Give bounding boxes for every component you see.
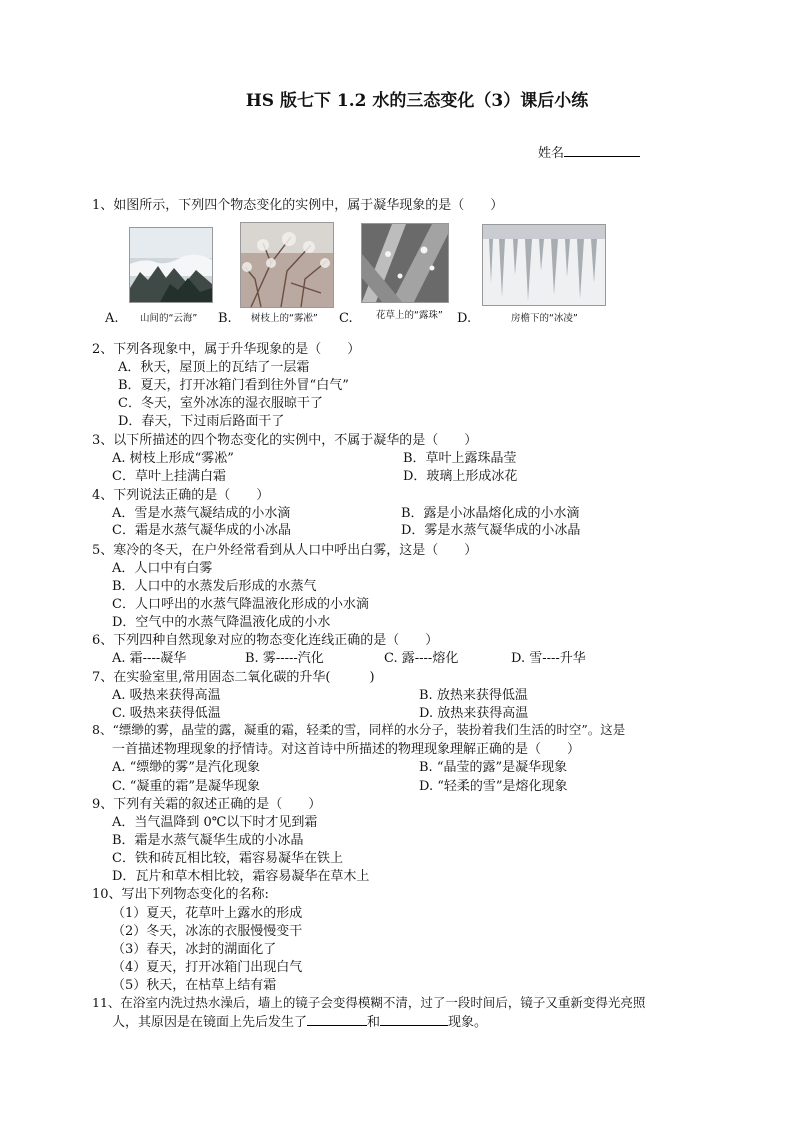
clouds-mountains-photo (129, 227, 213, 303)
q2-option-b: B．夏天，打开冰箱门看到往外冒“白气” (118, 378, 349, 393)
q4-option-d: D．雾是水蒸气凝华成的小冰晶 (401, 523, 581, 538)
q5-option-a: A．人口中有白雾 (112, 561, 213, 576)
q10-item-1: （1）夏天，花草叶上露水的形成 (112, 906, 303, 921)
q3-option-d: D．玻璃上形成冰花 (403, 469, 518, 484)
q8-stem-line2: 一首描述物理现象的抒情诗。对这首诗中所描述的物理现象理解正确的是（ ） (112, 742, 581, 757)
q2-option-d: D．春天，下过雨后路面干了 (118, 414, 285, 429)
q7-stem: 7、在实验室里,常用固态二氧化碳的升华( ) (92, 670, 375, 685)
q6-option-b: B. 雾-----汽化 (245, 651, 324, 666)
icicles-photo (482, 224, 606, 306)
q1-option-a-caption: 山间的“云海” (140, 313, 198, 324)
q6-option-c: C. 露----熔化 (384, 651, 459, 666)
q10-item-5: （5）秋天，在枯草上结有霜 (112, 978, 277, 993)
page-title: HS 版七下 1.2 水的三态变化（3）课后小练 (245, 91, 589, 111)
q9-stem: 9、下列有关霜的叙述正确的是（ ） (92, 797, 322, 812)
q10-stem: 10、写出下列物态变化的名称: (92, 887, 269, 902)
q11-text-b: 和 (367, 1015, 381, 1030)
q5-option-d: D．空气中的水蒸气降温液化成的小水 (112, 615, 331, 630)
q1-option-b-letter: B. (218, 311, 232, 326)
q11-line1: 11、在浴室内洗过热水澡后，墙上的镜子会变得模糊不清，过了一段时间后，镜子又重新变得光亮照 (92, 995, 646, 1010)
q5-stem: 5、寒冷的冬天，在户外经常看到从人口中呼出白雾，这是（ ） (92, 543, 478, 558)
q1-stem: 1、如图所示，下列四个物态变化的实例中，属于凝华现象的是（ ） (92, 198, 504, 213)
q10-item-3: （3）春天，冰封的湖面化了 (112, 942, 277, 957)
q11-line2 (112, 1011, 487, 1030)
q6-option-d: D. 雪----升华 (511, 651, 586, 666)
q11-blank-1[interactable] (307, 1013, 367, 1026)
q4-option-c: C．霜是水蒸气凝华成的小冰晶 (112, 523, 291, 538)
q2-option-a: A．秋天，屋顶上的瓦结了一层霜 (118, 360, 310, 375)
q9-option-c: C．铁和砖瓦相比较，霜容易凝华在铁上 (112, 851, 343, 866)
q6-stem: 6、下列四种自然现象对应的物态变化连线正确的是（ ） (92, 633, 439, 648)
q7-option-c: C. 吸热来获得低温 (112, 706, 221, 721)
q11-text-c: 现象。 (448, 1015, 488, 1030)
q4-option-a: A．雪是水蒸气凝结成的小水滴 (112, 506, 291, 521)
q9-option-a: A．当气温降到 0℃以下时才见到霜 (112, 815, 318, 830)
q7-option-d: D. 放热来获得高温 (419, 706, 529, 721)
q1-option-b-caption: 树枝上的“雾凇” (251, 313, 318, 324)
q3-option-c: C．草叶上挂满白霜 (112, 469, 226, 484)
q11-text-a: 人，其原因是在镜面上先后发生了 (112, 1015, 308, 1030)
q8-option-c: C. “凝重的霜”是凝华现象 (112, 779, 261, 794)
q3-option-b: B．草叶上露珠晶莹 (403, 451, 517, 466)
q5-option-b: B．人口中的水蒸发后形成的水蒸气 (112, 579, 317, 594)
name-field[interactable] (538, 142, 640, 161)
q10-item-4: （4）夏天，打开冰箱门出现白气 (112, 960, 303, 975)
q4-stem: 4、下列说法正确的是（ ） (92, 488, 270, 503)
q11-blank-2[interactable] (380, 1013, 448, 1026)
q7-option-b: B. 放热来获得低温 (419, 688, 528, 703)
q1-option-c-letter: C. (339, 311, 353, 326)
q7-option-a: A. 吸热来获得高温 (112, 688, 221, 703)
q8-option-d: D. “轻柔的雪”是熔化现象 (419, 779, 568, 794)
name-blank[interactable] (564, 144, 640, 157)
rime-branches-photo (240, 222, 334, 308)
q6-option-a: A. 霜----凝华 (112, 651, 187, 666)
q1-option-d-letter: D. (457, 311, 472, 326)
name-label: 姓名 (538, 146, 565, 161)
dew-grass-photo (361, 223, 449, 303)
q2-stem: 2、下列各现象中，属于升华现象的是（ ） (92, 342, 361, 357)
q8-option-a: A. “缥缈的雾”是汽化现象 (112, 760, 260, 775)
q4-option-b: B．露是小冰晶熔化成的小水滴 (401, 506, 580, 521)
q3-option-a: A. 树枝上形成“雾凇” (112, 451, 234, 466)
q8-option-b: B. “晶莹的露”是凝华现象 (419, 760, 568, 775)
q8-stem-line1: 8、“缥缈的雾，晶莹的露，凝重的霜，轻柔的雪，同样的水分子，装扮着我们生活的时空”。这是 (92, 722, 626, 737)
q3-stem: 3、以下所描述的四个物态变化的实例中，不属于凝华的是（ ） (92, 433, 478, 448)
q9-option-d: D．瓦片和草木相比较，霜容易凝华在草木上 (112, 869, 370, 884)
q10-item-2: （2）冬天，冰冻的衣服慢慢变干 (112, 924, 303, 939)
q1-option-a-letter: A. (105, 311, 119, 326)
q1-option-d-caption: 房檐下的“冰凌” (511, 313, 578, 324)
q5-option-c: C．人口呼出的水蒸气降温液化形成的小水滴 (112, 597, 369, 612)
q2-option-c: C．冬天，室外冰冻的湿衣服晾干了 (118, 396, 323, 411)
q1-option-c-caption: 花草上的“露珠” (376, 310, 443, 321)
q9-option-b: B．霜是水蒸气凝华生成的小冰晶 (112, 833, 304, 848)
